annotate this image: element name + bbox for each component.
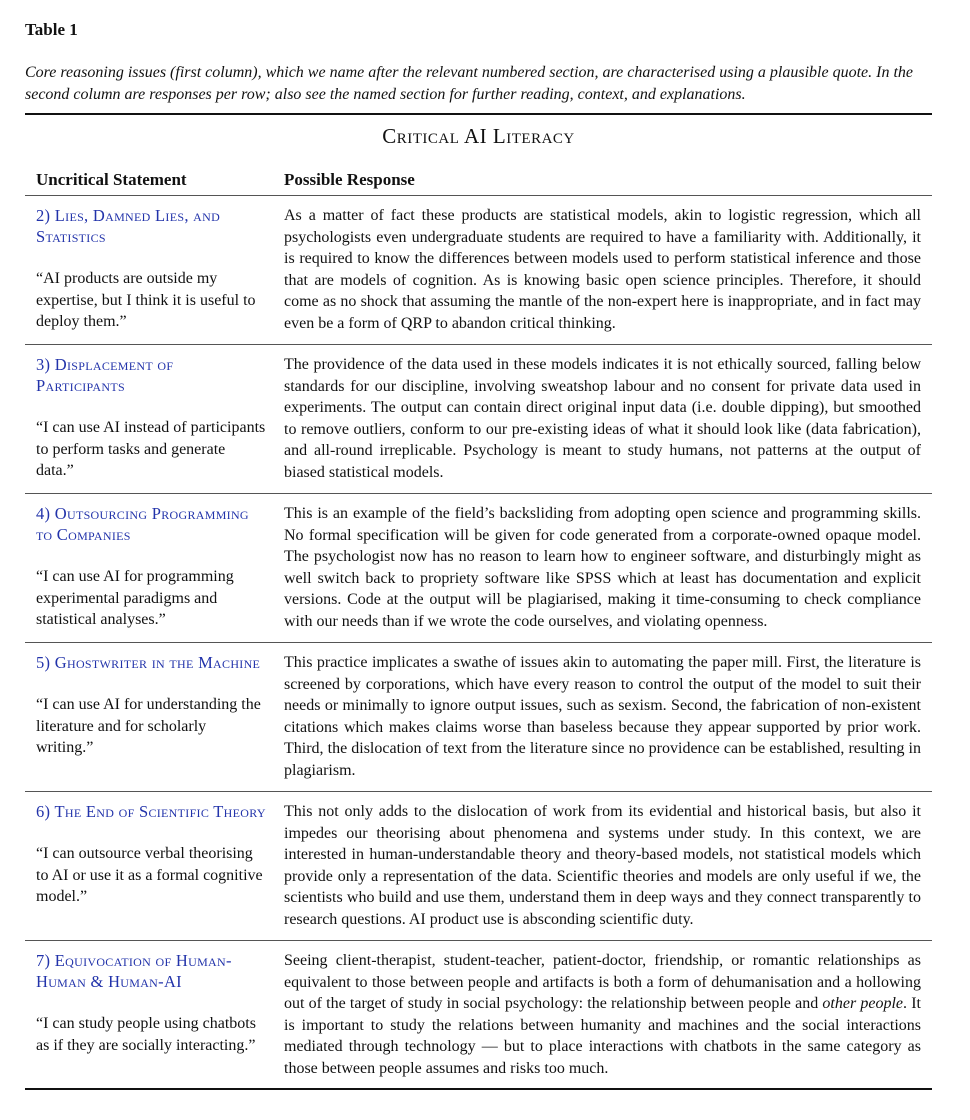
column-header-response: Possible Response	[284, 170, 415, 189]
row-response: The providence of the data used in these models indicates it is not ethically sourced, falling below standards for our discipline, involving sweatshop labour and no consent for private data used in experiments. The output can contain direct original input data (i.e. double dipping), but smoothed to remove outliers, conform to our pre-existing ideas of what it should look like (data fabrication), and all-round irreplicable. Psychology is meant to study humans, not patterns at the output of biased statistical models.	[284, 356, 921, 481]
table-row-equivocation	[36, 950, 266, 1056]
row-response	[284, 950, 921, 1080]
section-link-ghostwriter[interactable]: 5) Ghostwriter in the Machine	[36, 653, 261, 672]
table-row-ghostwriter	[36, 652, 266, 759]
column-header-statement: Uncritical Statement	[36, 170, 187, 189]
table-label: Table 1	[25, 20, 78, 39]
section-link-displacement[interactable]: 3) Displacement of Participants	[36, 355, 174, 395]
table-row-outsourcing	[36, 503, 266, 631]
row-quote: “I can use AI for understanding the literature and for scholarly writing.”	[36, 696, 261, 756]
table-row-lies-statistics	[36, 205, 266, 333]
section-link-outsourcing[interactable]: 4) Outsourcing Programming to Companies	[36, 504, 249, 544]
table-row-scientific-theory	[36, 801, 266, 908]
row-divider	[25, 493, 932, 494]
top-rule	[25, 113, 932, 115]
section-link-equivocation[interactable]: 7) Equivocation of Human-Human & Human-AI	[36, 951, 232, 991]
row-quote: “I can use AI instead of participants to perform tasks and generate data.”	[36, 419, 266, 479]
row-response: As a matter of fact these products are statistical models, akin to logistic regression, which all psychologists even undergraduate students are required to have a familiarity with. Additionally, it is required to know the differences between models used to perform statistical inference and those that are models of cognition. As is knowing basic open science principles. Therefore, it should come as no shock that assuming the mantle of the non-expert here is inappropriate, and in fact may even be a form of QRP to abandon critical thinking.	[284, 207, 921, 332]
row-divider	[25, 791, 932, 792]
row-divider	[25, 344, 932, 345]
row-response: This not only adds to the dislocation of work from its evidential and historical basis, but also it impedes our theorising about phenomena and systems under study. In this context, we are interested in human-understandable theory and theory-based models, not statistical models which provide only a representation of the data. Scientific theories and models are only useful if we, the scientists who build and use them, understand them in deep ways and they connect transparently to research questions. AI product use is absconding scientific duty.	[284, 803, 921, 928]
row-response: This practice implicates a swathe of issues akin to automating the paper mill. First, the literature is screened by corporations, which have every reason to control the output of the model to suit their needs or minimally to ignore output issues, such as sexism. Second, the fabrication of non-existent citations which makes claims worse than baseless because they appear supported by prior work. Third, the dislocation of text from the literature since no providence can be established, resulting in plagiarism.	[284, 654, 921, 779]
response-emphasis: other people	[822, 995, 904, 1013]
row-quote: “I can study people using chatbots as if they are socially interacting.”	[36, 1015, 256, 1054]
table-row-displacement	[36, 354, 266, 482]
row-quote: “I can outsource verbal theorising to AI or use it as a formal cognitive model.”	[36, 845, 263, 905]
section-link-lies-statistics[interactable]: 2) Lies, Damned Lies, and Statistics	[36, 206, 221, 246]
table-title: Critical AI Literacy	[382, 124, 575, 148]
table-caption: Core reasoning issues (first column), which we name after the relevant numbered section, are characterised using a plausible quote. In the second column are responses per row; also see the named section for further reading, context, and explanations.	[25, 64, 914, 103]
header-rule	[25, 195, 932, 196]
row-divider	[25, 642, 932, 643]
row-quote: “AI products are outside my expertise, but I think it is useful to deploy them.”	[36, 270, 256, 330]
row-quote: “I can use AI for programming experimental paradigms and statistical analyses.”	[36, 568, 234, 628]
response-text: . It is important to study the relations between humanity and machines and the social interactions mediated through technology — but to place interactions with chatbots in the same category as those between people assumes and risks too much.	[284, 995, 922, 1077]
row-divider	[25, 940, 932, 941]
response-text: Seeing client-therapist, student-teacher, patient-doctor, friendship, or romantic relationships as equivalent to those between people and artifacts is both a form of dehumanisation and a hollowing out of the target of study in social psychology: the relationship between people and	[284, 952, 921, 1013]
section-link-scientific-theory[interactable]: 6) The End of Scientific Theory	[36, 802, 266, 821]
row-response: This is an example of the field’s backsliding from adopting open science and programming skills. No formal specification will be given for code generated from a corporate-owned opaque model. The psychologist now has no reason to learn how to engineer software, and disturbingly might as well switch back to propriety software like SPSS which at least has documentation and explicit versions. Code at the output will be plagiarised, making it time-consuming to check compliance with our needs than if we wrote the code ourselves, and violating openness.	[284, 505, 921, 630]
bottom-rule	[25, 1088, 932, 1090]
